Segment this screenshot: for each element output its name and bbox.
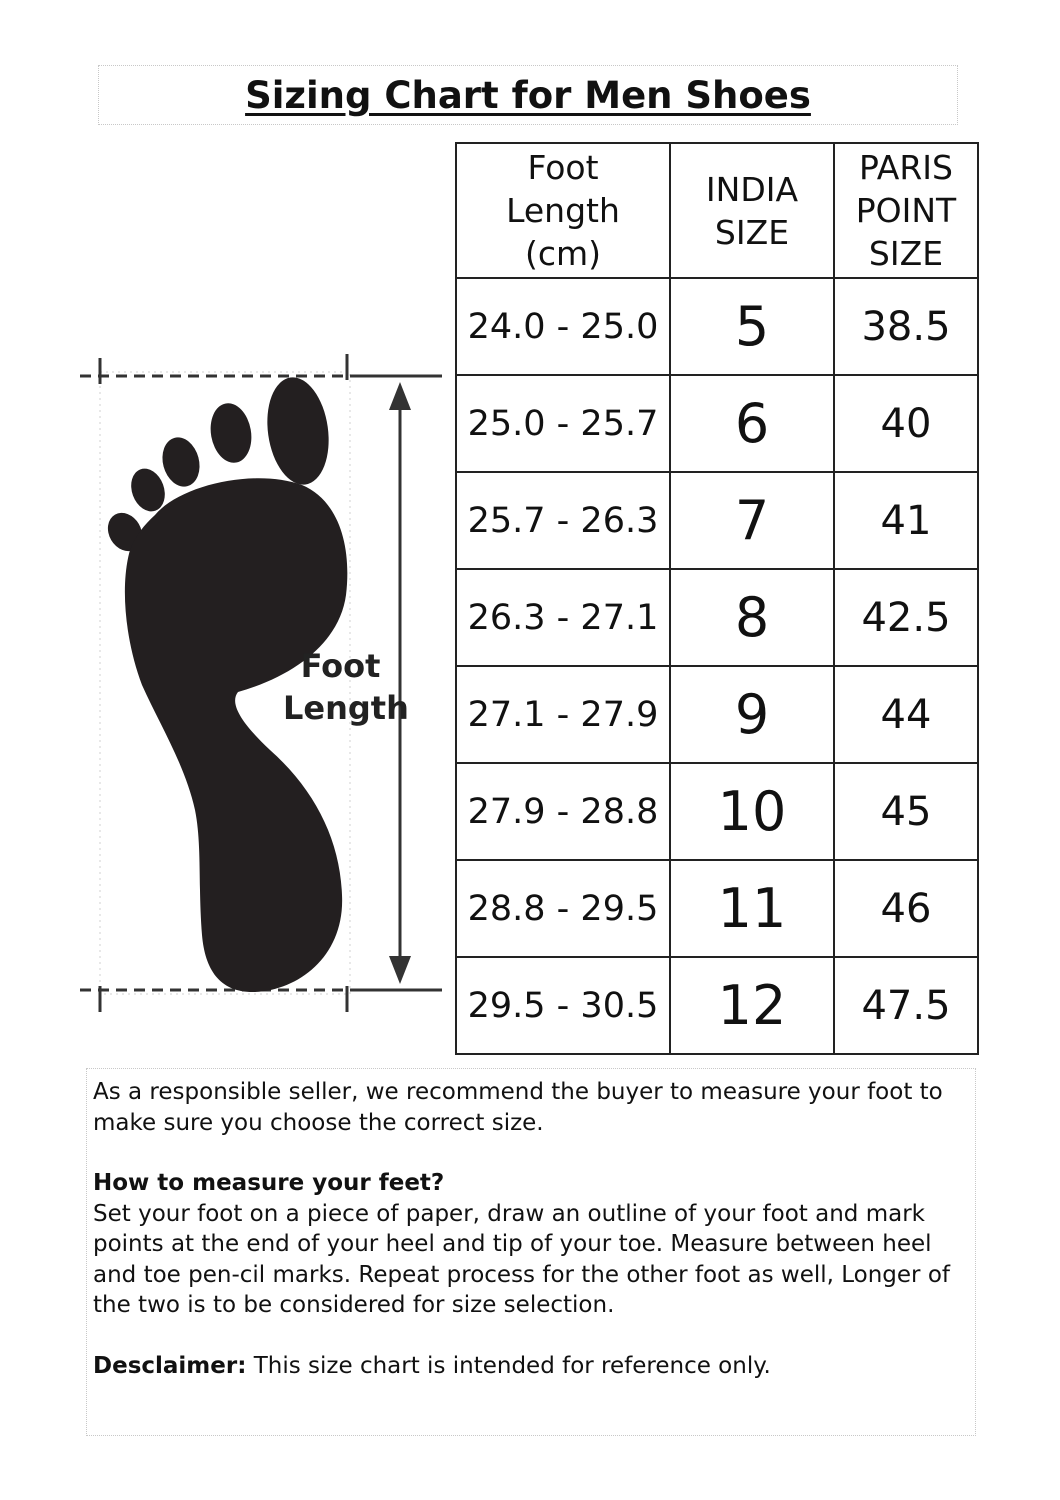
cell-paris-size: 45 bbox=[834, 763, 978, 860]
cell-paris-size: 41 bbox=[834, 472, 978, 569]
header-foot-length-line: Foot bbox=[527, 148, 599, 187]
info-box bbox=[86, 1068, 976, 1436]
cell-paris-size: 44 bbox=[834, 666, 978, 763]
cell-foot-length: 25.7 - 26.3 bbox=[456, 472, 670, 569]
cell-paris-size: 38.5 bbox=[834, 278, 978, 375]
cell-india-size: 10 bbox=[670, 763, 834, 860]
header-india-size-line: INDIA bbox=[705, 169, 799, 209]
header-paris-point-size bbox=[834, 143, 978, 278]
disclaimer-text: This size chart is intended for reference only. bbox=[246, 1352, 771, 1379]
table-row bbox=[456, 375, 978, 472]
table-row bbox=[456, 278, 978, 375]
table-row bbox=[456, 569, 978, 666]
cell-foot-length: 27.1 - 27.9 bbox=[456, 666, 670, 763]
cell-foot-length: 25.0 - 25.7 bbox=[456, 375, 670, 472]
header-india-size bbox=[670, 143, 834, 278]
header-paris-line: PARIS bbox=[859, 148, 953, 187]
cell-foot-length: 26.3 - 27.1 bbox=[456, 569, 670, 666]
cell-india-size: 8 bbox=[670, 569, 834, 666]
header-foot-length-line: Length bbox=[506, 191, 620, 230]
disclaimer bbox=[93, 1351, 969, 1382]
cell-india-size: 6 bbox=[670, 375, 834, 472]
cell-india-size: 11 bbox=[670, 860, 834, 957]
cell-foot-length: 29.5 - 30.5 bbox=[456, 957, 670, 1054]
table-row bbox=[456, 763, 978, 860]
cell-foot-length: 28.8 - 29.5 bbox=[456, 860, 670, 957]
cell-paris-size: 47.5 bbox=[834, 957, 978, 1054]
table-header-row bbox=[456, 143, 978, 278]
header-india-size-line: SIZE bbox=[714, 212, 790, 252]
top-measure-line bbox=[80, 354, 442, 384]
header-paris-line: SIZE bbox=[868, 234, 944, 273]
cell-paris-size: 46 bbox=[834, 860, 978, 957]
table-row bbox=[456, 860, 978, 957]
table-row bbox=[456, 472, 978, 569]
header-foot-length-line: (cm) bbox=[524, 234, 602, 273]
table-row bbox=[456, 957, 978, 1054]
page-title: Sizing Chart for Men Shoes bbox=[245, 74, 811, 117]
table-row bbox=[456, 666, 978, 763]
foot-length-label bbox=[283, 645, 409, 729]
foot-length-label-line: Length bbox=[283, 689, 409, 727]
cell-india-size: 7 bbox=[670, 472, 834, 569]
size-table bbox=[455, 142, 979, 1055]
intro-text: As a responsible seller, we recommend the buyer to measure your foot to make sure you choose the correct size. bbox=[93, 1079, 943, 1136]
cell-india-size: 5 bbox=[670, 278, 834, 375]
cell-paris-size: 42.5 bbox=[834, 569, 978, 666]
cell-india-size: 9 bbox=[670, 666, 834, 763]
title-box bbox=[98, 65, 958, 125]
header-paris-line: POINT bbox=[855, 191, 957, 230]
foot-length-label-line: Foot bbox=[300, 647, 381, 685]
header-foot-length bbox=[456, 143, 670, 278]
cell-paris-size: 40 bbox=[834, 375, 978, 472]
how-to-measure-heading: How to measure your feet? bbox=[93, 1170, 445, 1196]
disclaimer-label: Desclaimer: bbox=[93, 1352, 247, 1379]
cell-foot-length: 24.0 - 25.0 bbox=[456, 278, 670, 375]
cell-foot-length: 27.9 - 28.8 bbox=[456, 763, 670, 860]
how-to-measure-text: Set your foot on a piece of paper, draw an outline of your foot and mark points at the end of your heel and tip of your toe. Measure between heel and toe pen-cil marks. Repeat process for the other foot as well, Longer of the two is to be considered for size selection. bbox=[93, 1200, 950, 1318]
cell-india-size: 12 bbox=[670, 957, 834, 1054]
